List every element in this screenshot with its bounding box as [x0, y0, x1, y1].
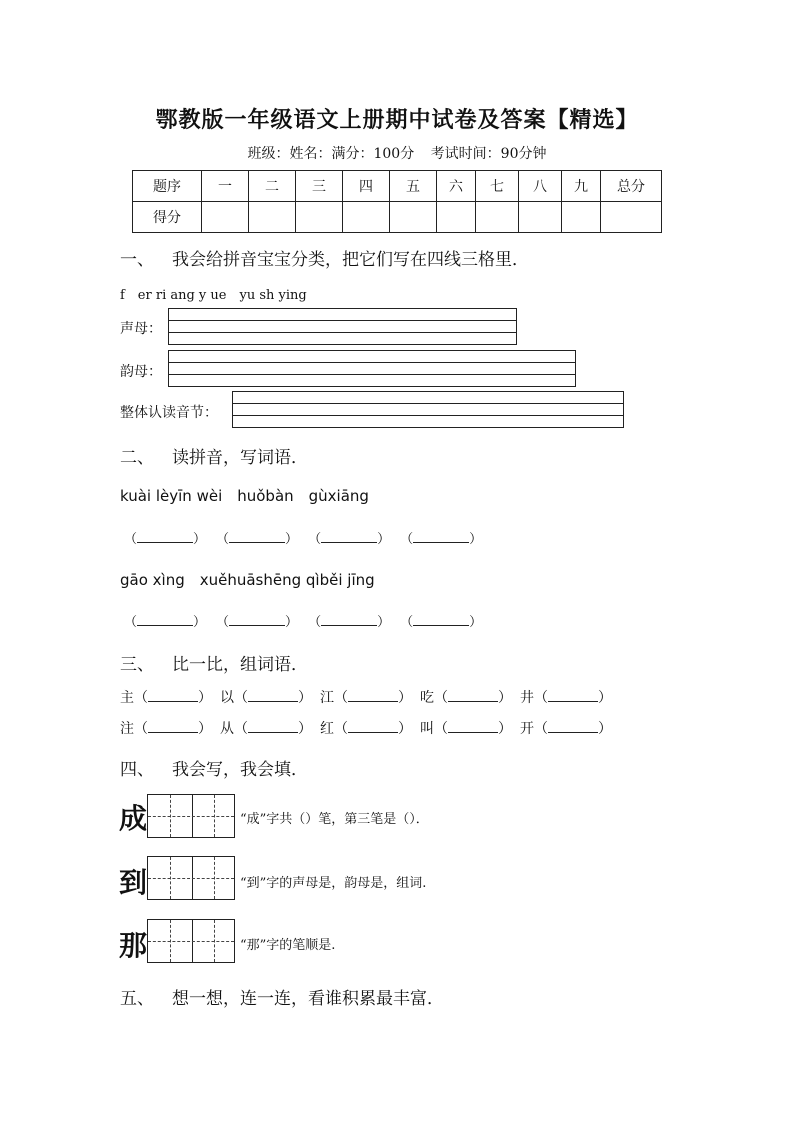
score-cell[interactable]	[296, 202, 343, 233]
four-line-grid-yunmu[interactable]	[168, 350, 576, 387]
word-group-row-1: 主（ ） 以（ ） 江（ ） 吃（ ） 井（ ）	[120, 690, 612, 706]
answer-blank[interactable]	[148, 720, 198, 733]
header-cell: 四	[343, 171, 390, 202]
header-cell: 八	[519, 171, 562, 202]
section-number: 二、	[120, 448, 154, 468]
label-zhengti: 整体认读音节：	[120, 405, 218, 421]
section-4-heading	[120, 755, 308, 780]
answer-blank[interactable]	[548, 720, 598, 733]
answer-blank[interactable]	[137, 530, 193, 543]
answer-blank[interactable]	[548, 689, 598, 702]
section-3-heading	[120, 650, 308, 675]
header-cell: 二	[249, 171, 296, 202]
character: 井	[520, 690, 534, 706]
class-name-score: 班级：姓名：满分：100分	[247, 146, 415, 162]
big-character-dao: 到	[119, 866, 148, 899]
answer-blank[interactable]	[321, 613, 377, 626]
answer-blank[interactable]	[248, 689, 298, 702]
character: 以	[220, 690, 234, 706]
score-cell[interactable]	[601, 202, 662, 233]
score-table	[132, 170, 662, 233]
question-dao: “到”字的声母是，韵母是，组词.	[240, 876, 427, 891]
section-number: 四、	[120, 760, 154, 780]
header-cell: 七	[476, 171, 519, 202]
answer-blank[interactable]	[448, 689, 498, 702]
answer-blank[interactable]	[413, 530, 469, 543]
section-text: 我会写，我会填．	[172, 760, 308, 780]
pinyin-line-1: kuài lèyīn wèi huǒbàn gùxiāng	[120, 487, 369, 505]
question-na: “那”字的笔顺是.	[240, 938, 336, 953]
writing-grid-dao[interactable]	[147, 856, 235, 900]
score-cell[interactable]	[249, 202, 296, 233]
answer-blank[interactable]	[137, 613, 193, 626]
label-shengmu: 声母：	[120, 321, 162, 337]
answer-blank[interactable]	[413, 613, 469, 626]
header-cell: 一	[202, 171, 249, 202]
character: 从	[220, 721, 234, 737]
character: 红	[320, 721, 334, 737]
header-cell: 题序	[133, 171, 202, 202]
answer-blank[interactable]	[448, 720, 498, 733]
character: 吃	[420, 690, 434, 706]
character: 注	[120, 721, 134, 737]
writing-grid-cheng[interactable]	[147, 794, 235, 838]
pinyin-line-2: gāo xìng xuěhuāshēng qìběi jīng	[120, 571, 375, 589]
answer-blank[interactable]	[148, 689, 198, 702]
section-number: 五、	[120, 989, 154, 1009]
section-text: 我会给拼音宝宝分类，把它们写在四线三格里．	[172, 250, 529, 270]
answer-blanks-row-2: （ ） （ ） （ ） （ ）	[124, 615, 483, 630]
section-number: 一、	[120, 250, 154, 270]
header-cell: 三	[296, 171, 343, 202]
score-table-score-row	[133, 202, 662, 233]
character: 江	[320, 690, 334, 706]
score-cell[interactable]	[437, 202, 476, 233]
score-cell[interactable]	[519, 202, 562, 233]
header-cell: 九	[562, 171, 601, 202]
big-character-na: 那	[119, 929, 148, 962]
section-1-heading	[120, 245, 529, 270]
score-cell[interactable]	[202, 202, 249, 233]
header-cell: 六	[437, 171, 476, 202]
answer-blank[interactable]	[248, 720, 298, 733]
big-character-cheng: 成	[119, 802, 148, 835]
answer-blank[interactable]	[348, 720, 398, 733]
section-2-heading	[120, 443, 308, 468]
answer-blank[interactable]	[229, 613, 285, 626]
page-title: 鄂教版一年级语文上册期中试卷及答案【精选】	[155, 107, 639, 133]
score-cell[interactable]	[390, 202, 437, 233]
answer-blank[interactable]	[348, 689, 398, 702]
score-cell[interactable]	[343, 202, 390, 233]
character: 叫	[420, 721, 434, 737]
writing-grid-na[interactable]	[147, 919, 235, 963]
four-line-grid-shengmu[interactable]	[168, 308, 517, 345]
header-cell: 总分	[601, 171, 662, 202]
label-yunmu: 韵母：	[120, 364, 162, 380]
row-label: 得分	[133, 202, 202, 233]
answer-blank[interactable]	[229, 530, 285, 543]
section-number: 三、	[120, 655, 154, 675]
section-5-heading	[120, 984, 444, 1009]
score-table-header-row	[133, 171, 662, 202]
exam-time: 考试时间：90分钟	[430, 146, 547, 162]
four-line-grid-zhengti[interactable]	[232, 391, 624, 428]
character: 开	[520, 721, 534, 737]
section-text: 比一比，组词语．	[172, 655, 308, 675]
pinyin-list: f er ri ang y ue yu sh ying	[120, 288, 307, 303]
score-cell[interactable]	[476, 202, 519, 233]
score-cell[interactable]	[562, 202, 601, 233]
section-text: 想一想，连一连，看谁积累最丰富．	[172, 989, 444, 1009]
character: 主	[120, 690, 134, 706]
word-group-row-2: 注（ ） 从（ ） 红（ ） 叫（ ） 开（ ）	[120, 721, 612, 737]
question-cheng: “成”字共（）笔，第三笔是（）．	[240, 812, 429, 827]
answer-blank[interactable]	[321, 530, 377, 543]
answer-blanks-row-1: （ ） （ ） （ ） （ ）	[124, 532, 483, 547]
section-text: 读拼音，写词语．	[172, 448, 308, 468]
header-cell: 五	[390, 171, 437, 202]
exam-info	[0, 143, 794, 163]
